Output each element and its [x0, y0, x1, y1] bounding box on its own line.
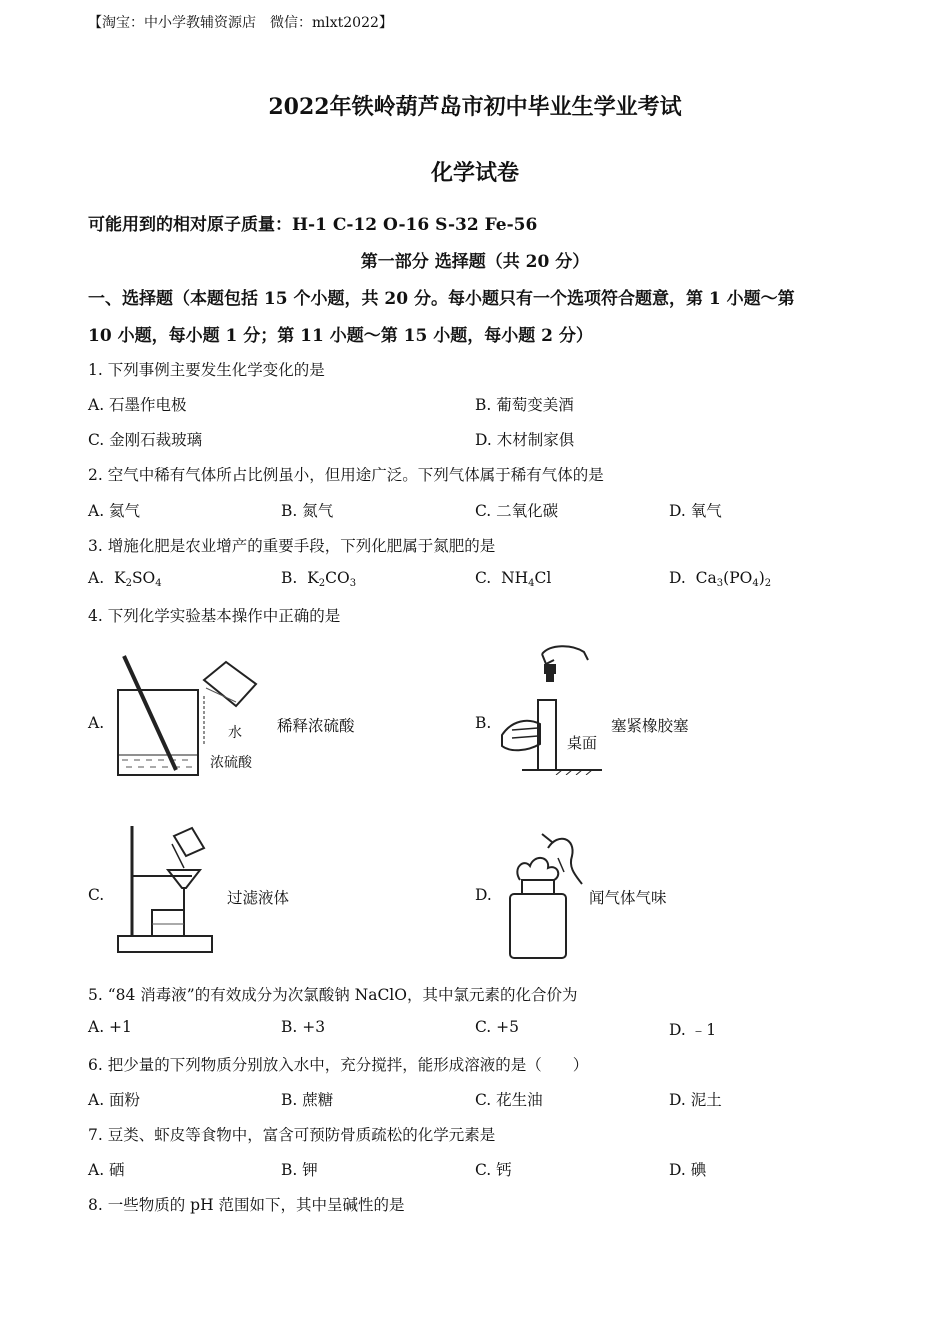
q4-option-d-label: D. — [475, 886, 492, 904]
q7-option-c: C. 钙 — [475, 1161, 512, 1179]
concentrated-acid-label: 浓硫酸 — [210, 755, 252, 771]
q1-option-a: A. 石墨作电极 — [88, 396, 187, 414]
q5-option-b: B. +3 — [281, 1018, 326, 1036]
q1-option-d: D. 木材制家俱 — [475, 431, 575, 449]
q5-option-d: D. ﹣1 — [669, 1021, 717, 1039]
q3-option-d: D. $Ca_3(PO_4)_2$ — [669, 569, 772, 589]
part-heading: 第一部分 选择题（共 20 分） — [360, 252, 590, 272]
q5-stem: 5. “84 消毒液”的有效成分为次氯酸钠 NaClO，其中氯元素的化合价为 — [88, 986, 578, 1004]
q2-stem: 2. 空气中稀有气体所占比例虽小，但用途广泛。下列气体属于稀有气体的是 — [88, 466, 604, 484]
q4-option-a-label: A. — [88, 714, 105, 732]
q2-option-a: A. 氦气 — [88, 502, 141, 520]
q7-option-d: D. 碘 — [669, 1161, 707, 1179]
q6-stem: 6. 把少量的下列物质分别放入水中，充分搅拌，能形成溶液的是（ ） — [88, 1056, 589, 1074]
desk-label: 桌面 — [567, 734, 598, 752]
q7-stem: 7. 豆类、虾皮等食物中，富含可预防骨质疏松的化学元素是 — [88, 1126, 496, 1144]
q8-stem: 8. 一些物质的 pH 范围如下，其中呈碱性的是 — [88, 1196, 405, 1214]
exam-title: 2022年铁岭葫芦岛市初中毕业生学业考试 — [268, 94, 682, 120]
q6-option-d: D. 泥土 — [669, 1091, 722, 1109]
q4-option-a-text: 稀释浓硫酸 — [277, 717, 355, 735]
q5-option-c: C. +5 — [475, 1018, 520, 1036]
q1-option-c: C. 金刚石裁玻璃 — [88, 431, 203, 449]
smell-gas-diagram — [498, 828, 588, 960]
q2-option-c: C. 二氧化碳 — [475, 502, 559, 520]
q4-option-d-text: 闻气体气味 — [589, 889, 667, 907]
q1-option-b: B. 葡萄变美酒 — [475, 396, 574, 414]
q7-option-b: B. 钾 — [281, 1161, 318, 1179]
q3-option-b: B. $K_2CO_3$ — [281, 569, 357, 589]
q4-option-c-text: 过滤液体 — [227, 889, 290, 907]
filtration-diagram — [112, 822, 217, 954]
q2-option-b: B. 氮气 — [281, 502, 334, 520]
q1-stem: 1. 下列事例主要发生化学变化的是 — [88, 361, 325, 379]
q6-option-b: B. 蔗糖 — [281, 1091, 334, 1109]
q3-option-b-label: B. — [281, 569, 298, 587]
water-label: 水 — [228, 725, 242, 741]
q5-option-a: A. +1 — [88, 1018, 132, 1036]
q3-option-c: C. $NH_4Cl$ — [475, 569, 552, 589]
exam-subtitle: 化学试卷 — [430, 160, 519, 186]
q4-option-c-label: C. — [88, 886, 105, 904]
q3-stem: 3. 增施化肥是农业增产的重要手段，下列化肥属于氮肥的是 — [88, 537, 496, 555]
insert-rubber-stopper-diagram — [492, 640, 607, 775]
q6-option-c: C. 花生油 — [475, 1091, 543, 1109]
q3-option-a-label: A. — [88, 569, 105, 587]
q3-option-a: A. $K_2SO_4$ — [88, 569, 162, 589]
q4-option-b-text: 塞紧橡胶塞 — [611, 717, 689, 735]
q2-option-d: D. 氧气 — [669, 502, 722, 520]
section-instructions-1: 一、选择题（本题包括 15 个小题，共 20 分。每小题只有一个选项符合题意，第 1 小题～第 — [88, 289, 795, 309]
q4-stem: 4. 下列化学实验基本操作中正确的是 — [88, 607, 341, 625]
q3-option-c-label: C. — [475, 569, 492, 587]
source-header: 【淘宝：中小学教辅资源店 微信：mlxt2022】 — [88, 15, 393, 31]
q4-option-b-label: B. — [475, 714, 492, 732]
section-instructions-2: 10 小题，每小题 1 分；第 11 小题～第 15 小题，每小题 2 分） — [88, 326, 593, 346]
atomic-masses: 可能用到的相对原子质量：H-1 C-12 O-16 S-32 Fe-56 — [88, 215, 538, 235]
q6-option-a: A. 面粉 — [88, 1091, 141, 1109]
q3-option-d-label: D. — [669, 569, 686, 587]
q7-option-a: A. 硒 — [88, 1161, 125, 1179]
